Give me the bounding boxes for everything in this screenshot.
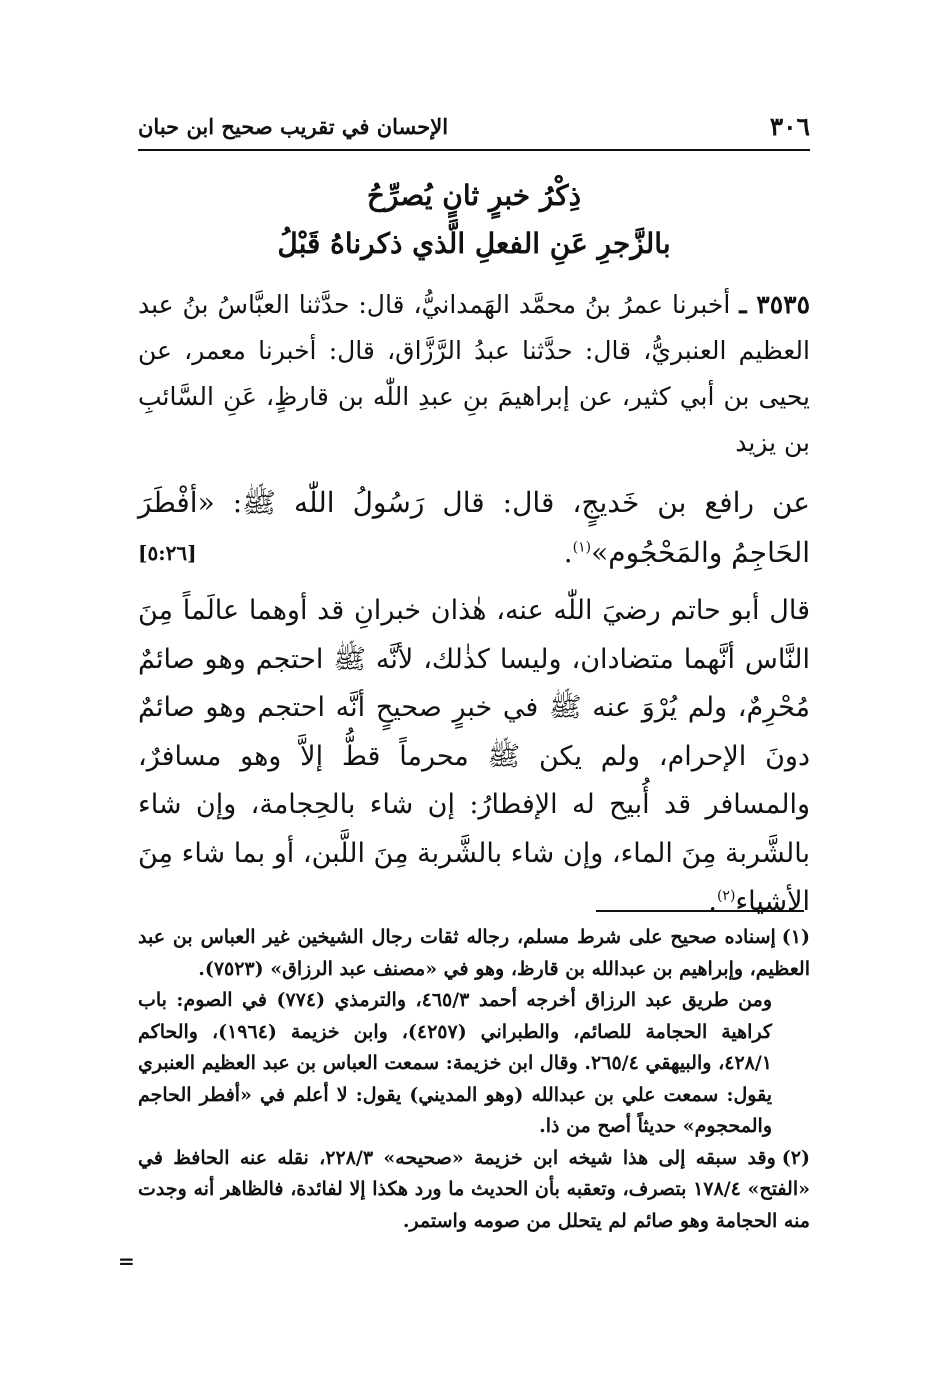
- footnote-1-continuation: ومن طريق عبد الرزاق أخرجه أحمد ٤٦٥/٣، والترمذي (٧٧٤) في الصوم: باب كراهية الحجامة للصائم، والطبراني (٤٢٥٧)، وابن خزيمة (١٩٦٤)، والحاكم ٤٢٨/١، والبيهقي ٢٦٥/٤. وقال ابن خزيمة: سمعت العباس بن عبد العظيم العنبري يقول: سمعت علي بن عبدالله (وهو المديني) يقول: لا أعلم في «أفطر الحاجم والمحجوم» حديثاً أصح من ذا.: [138, 989, 772, 1137]
- footnote-continued-mark: =: [118, 1249, 135, 1273]
- footnote-rule: [596, 910, 804, 912]
- grading-reference: [٥:٢٦]: [138, 541, 197, 565]
- footnote-1: [138, 922, 810, 985]
- hadith-isnad: [138, 282, 810, 466]
- footnote-ref-2: (٢): [716, 888, 736, 904]
- hadith-number: ٣٥٣٥ ـ: [739, 290, 810, 319]
- footnote-2: [138, 1143, 810, 1238]
- footnote-2-text: وقد سبقه إلى هذا شيخه ابن خزيمة «صحيحه» ٢٢٨/٣، نقله عنه الحافظ في «الفتح» ١٧٨/٤ بتصرف، وتعقبه بأن الحديث ما ورد هكذا إلا لفائدة، فالظاهر أنه وجدت منه الحجامة وهو صائم لم يتحلل من صومه واستمر.: [138, 1146, 810, 1232]
- page-number: ٣٠٦: [769, 112, 810, 141]
- commentary-end: .: [708, 886, 717, 917]
- matn-wrap: [138, 478, 810, 578]
- footnote-ref-1: (١): [572, 539, 592, 556]
- footnote-1-text: إسناده صحيح على شرط مسلم، رجاله ثقات رجال الشيخين غير العباس بن عبد العظيم، وإبراهيم بن عبدالله بن قارظ، وهو في «مصنف عبد الرزاق» (٧٥٢٣).: [138, 926, 810, 980]
- heading-line-1: ذِكْرُ خبرٍ ثانٍ يُصرِّحُ: [366, 179, 582, 212]
- footnote-1-label: (١): [781, 926, 810, 948]
- header-rule: [138, 149, 810, 151]
- matn-text: عن رافع بن خَديجٍ، قال: قال رَسُولُ اللّٰه ﷺ: «أفْطَرَ الحَاجِمُ والمَحْجُوم»: [138, 486, 810, 569]
- commentary: [138, 587, 810, 927]
- footnotes: [138, 922, 810, 1237]
- hadith-matn: [138, 478, 810, 578]
- running-title: الإحسان في تقريب صحيح ابن حبان: [138, 114, 449, 139]
- isnad-text: أخبرنا عمرُ بنُ محمَّد الهَمدانيُّ، قال: حدَّثنا العبَّاسُ بنُ عبد العظيم العنبريُّ، قال: حدَّثنا عبدُ الرَّزَّاق، قال: أخبرنا معمر، عن يحيى بن أبي كثير، عن إبراهيمَ بنِ عبدِ اللّٰه بن قارظٍ، عَنِ السَّائبِ بن يزيد: [138, 290, 810, 457]
- heading-line-2: بالزَّجرِ عَنِ الفعلِ الَّذي ذكرناهُ قَبْلُ: [277, 227, 671, 260]
- chapter-heading: [138, 172, 810, 268]
- footnote-2-label: (٢): [781, 1146, 810, 1169]
- commentary-text: قال أبو حاتم رضيَ اللّٰه عنه، هٰذان خبرانِ قد أوهما عالَماً مِنَ النَّاس أنَّهما متضادان، وليسا كذٰلك، لأنَّه ﷺ احتجم وهو صائمٌ مُحْرِمٌ، ولم يُرْوَ عنه ﷺ في خبرٍ صحيحٍ أنَّه احتجم وهو صائمٌ دونَ الإحرام، ولم يكن ﷺ محرماً قطُّ إلاَّ وهو مسافرٌ، والمسافر قد أُبيح له الإفطارُ: إن شاء بالحِجامة، وإن شاء بالشَّربة مِنَ الماء، وإن شاء بالشَّربة مِنَ اللَّبن، أو بما شاء مِنَ الأشياء: [138, 595, 810, 917]
- matn-end: .: [563, 536, 573, 569]
- page-header: [138, 110, 810, 146]
